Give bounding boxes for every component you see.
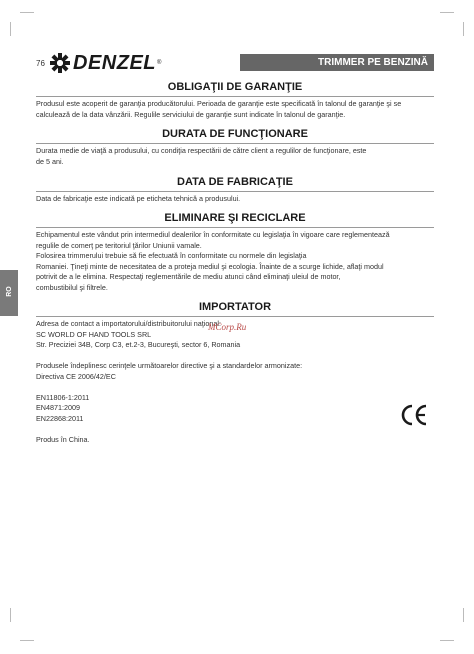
text-line: potrivit de a le elimina. Respectaţi reglementările de mediu atunci când eliminaţi uleiul de motor, xyxy=(36,272,341,281)
section-rule xyxy=(36,316,434,317)
language-tab-label: RO xyxy=(5,286,13,297)
crop-mark xyxy=(463,22,464,36)
text-line: de 5 ani. xyxy=(36,156,64,166)
section-rule xyxy=(36,143,434,144)
text-line: Folosirea trimmerului trebuie să fie efectuată în conformitate cu normele din legislaţia xyxy=(36,251,307,260)
crop-mark xyxy=(10,22,11,36)
watermark-text: MCorp.Ru xyxy=(208,322,247,332)
denzel-star-logo-icon xyxy=(50,53,70,73)
section-text-lifetime xyxy=(36,146,434,167)
section-rule xyxy=(36,227,434,228)
text-line: Produsul este acoperit de garanţia producătorului. Perioada de garanţie este specificată în talonul de garanţie şi se xyxy=(36,99,402,108)
section-rule xyxy=(36,191,434,192)
crop-mark xyxy=(20,640,34,641)
crop-mark xyxy=(440,12,454,13)
crop-mark xyxy=(463,608,464,622)
text-line: EN22868:2011 xyxy=(36,413,84,423)
text-line: Data de fabricaţie este indicată pe eticheta tehnică a produsului. xyxy=(36,194,241,203)
crop-mark xyxy=(440,640,454,641)
text-line: Produsele îndeplinesc cerinţele următoarelor directive şi a standardelor armonizate: xyxy=(36,361,303,370)
brand-logo xyxy=(50,52,161,74)
language-tab xyxy=(0,270,18,316)
text-line: Adresa de contact a importatorului/distribuitorului naţional: xyxy=(36,319,221,328)
section-title-lifetime: DURATA DE FUNCŢIONARE xyxy=(162,128,308,140)
section-text-manufacture-date xyxy=(36,194,434,205)
page-number: 76 xyxy=(36,59,45,68)
text-line xyxy=(36,351,434,362)
text-line xyxy=(36,424,434,435)
text-line: EN4871:2009 xyxy=(36,403,80,412)
crop-mark xyxy=(20,12,34,13)
ce-mark-icon xyxy=(400,404,428,426)
text-line: Str. Preciziei 34B, Corp C3, et.2-3, Bucureşti, sector 6, Romania xyxy=(36,340,241,349)
section-text-warranty xyxy=(36,99,434,120)
section-rule xyxy=(36,96,434,97)
text-line: Echipamentul este vândut prin intermediul dealerilor în conformitate cu legislaţia în vigoare care reglementează xyxy=(36,230,390,239)
text-line: SC WORLD OF HAND TOOLS SRL xyxy=(36,329,152,339)
section-title-warranty: OBLIGAŢII DE GARANŢIE xyxy=(167,81,303,93)
section-text-disposal xyxy=(36,230,434,293)
text-line: Romaniei. Ţineţi minte de necesitatea de a proteja mediul şi ecologia. Înainte de a scurge lichide, aflaţi modul xyxy=(36,261,384,271)
section-title-disposal: ELIMINARE ŞI RECICLARE xyxy=(164,212,306,224)
text-line xyxy=(36,382,434,393)
text-line: Produs în China. xyxy=(36,434,90,444)
section-title-manufacture-date: DATA DE FABRICAŢIE xyxy=(177,176,293,188)
crop-mark xyxy=(10,608,11,622)
text-line: regulile de comerţ pe teritoriul ţărilor Uniunii vamale. xyxy=(36,240,202,250)
brand-reg-mark: ® xyxy=(157,60,162,66)
section-title-importer: IMPORTATOR xyxy=(198,301,272,313)
header-title-bar: TRIMMER PE BENZINĂ xyxy=(240,54,434,71)
text-line: Durata medie de viaţă a produsului, cu condiţia respectării de către client a regulilor de funcţionare, este xyxy=(36,146,367,155)
text-line: Directiva CE 2006/42/EC xyxy=(36,371,116,381)
brand-name: DENZEL xyxy=(73,52,156,74)
section-text-importer xyxy=(36,319,434,445)
text-line: calculează de la data vânzării. Regulile serviciului de garanţie sunt indicate în talonul de garanţie. xyxy=(36,109,346,119)
text-line: EN11806-1:2011 xyxy=(36,392,90,402)
text-line: combustibilul şi filtrele. xyxy=(36,282,108,292)
